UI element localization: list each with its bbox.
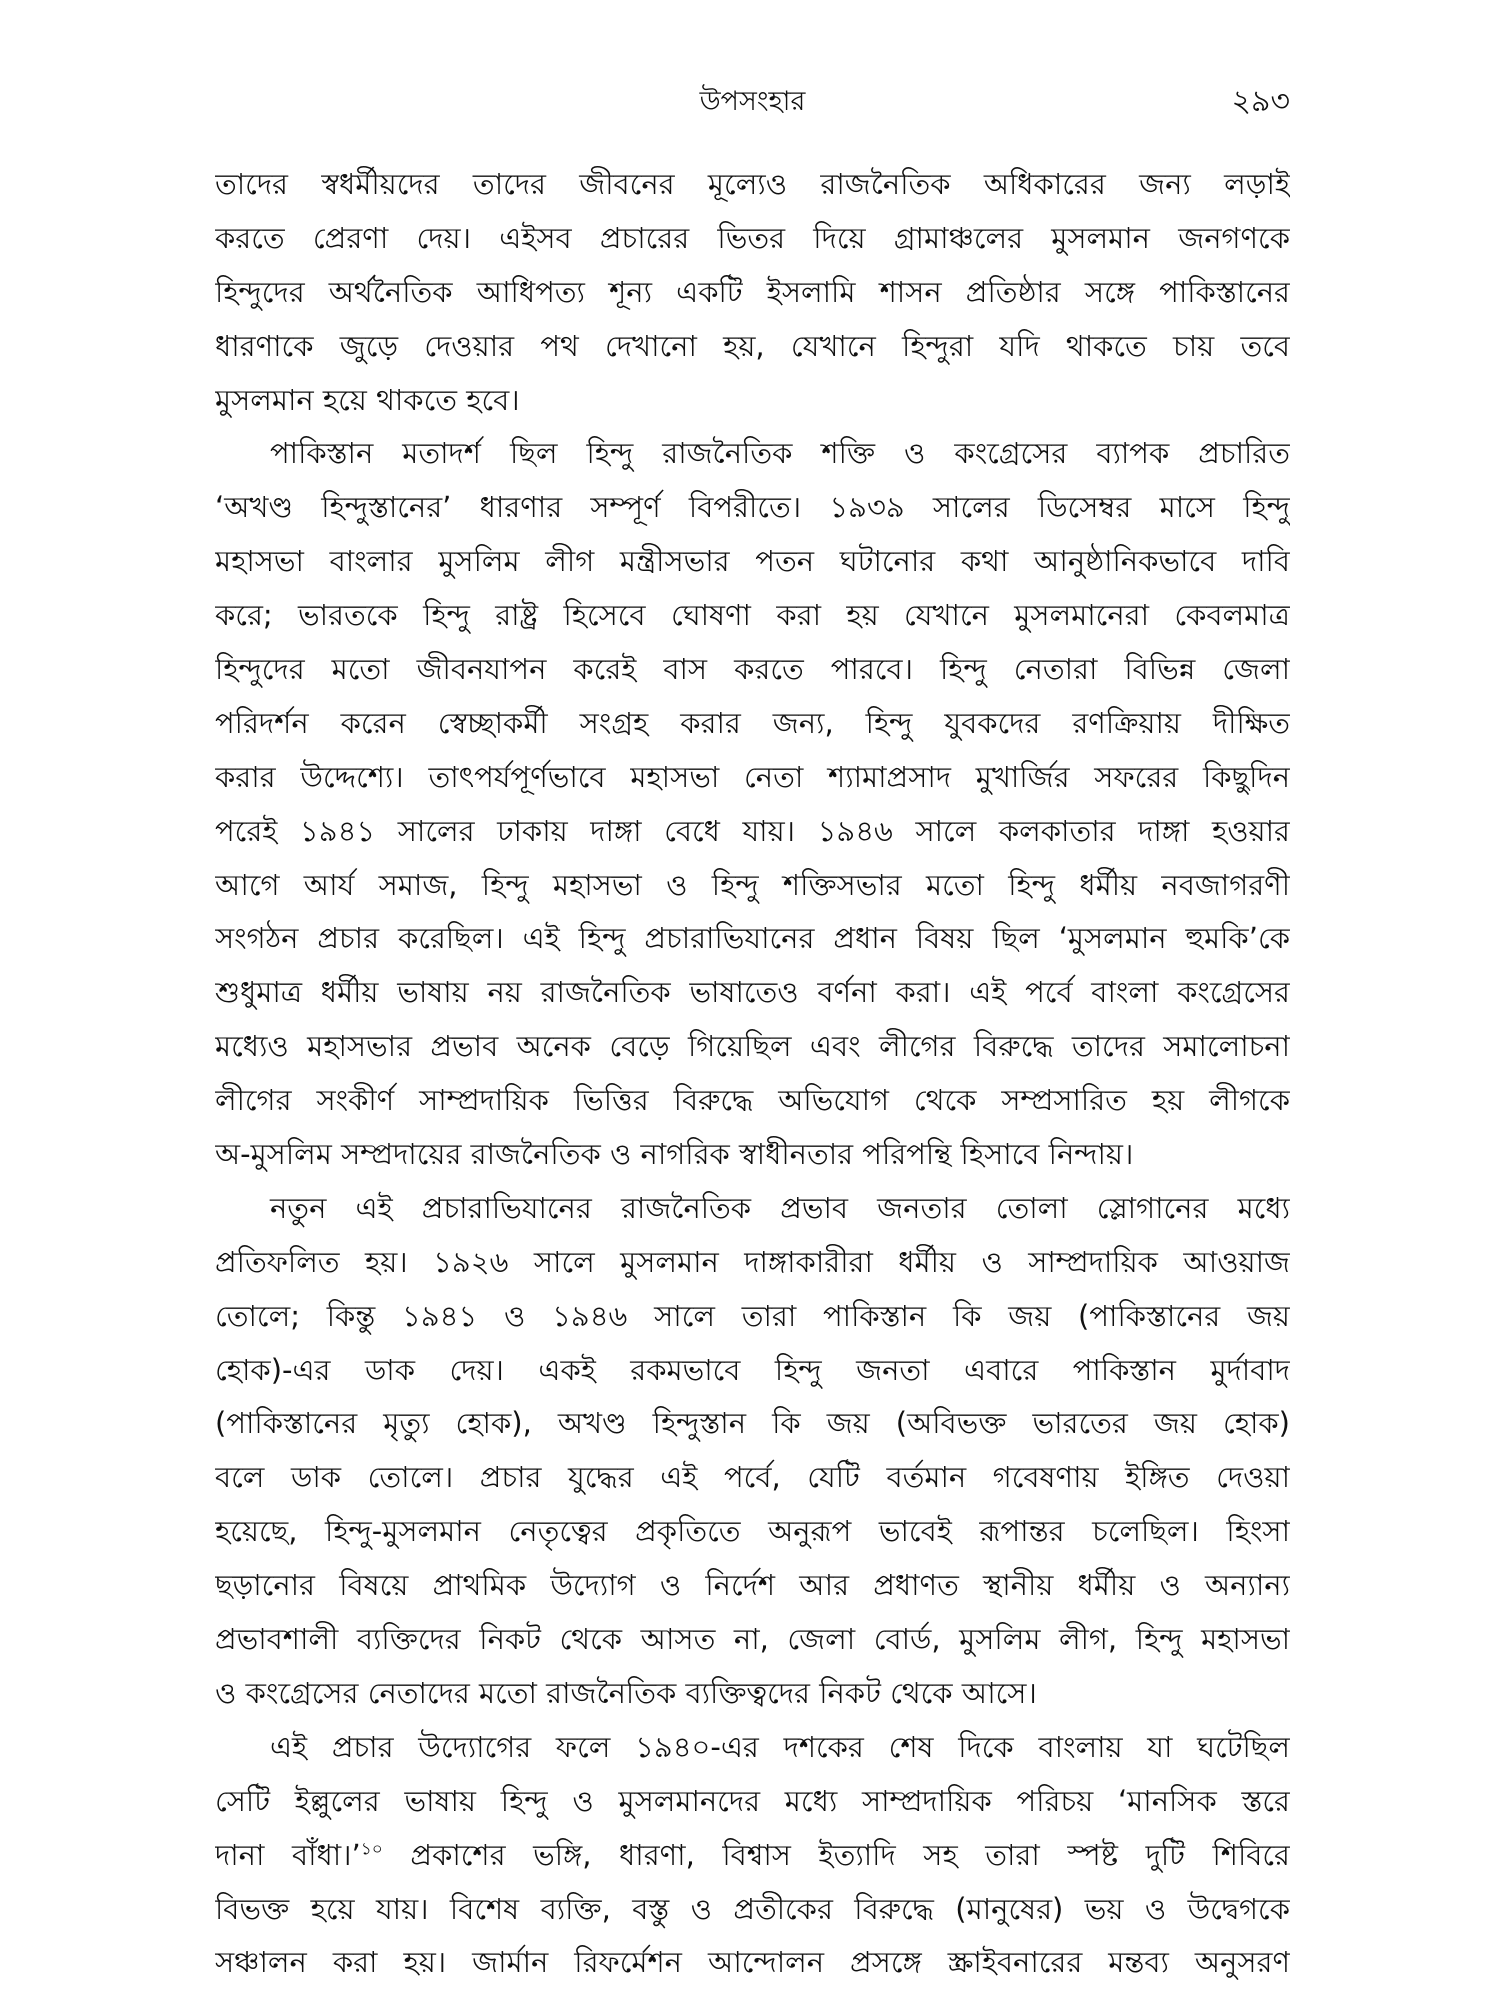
text-line: বিভক্ত হয়ে যায়। বিশেষ ব্যক্তি, বস্তু ও প্রতীকের বিরুদ্ধে (মানুষের) ভয় ও উদ্বেগকে xyxy=(215,1891,1290,1926)
text-line: তাদের স্বধর্মীয়দের তাদের জীবনের মূল্যেও রাজনৈতিক অধিকারের জন্য লড়াই xyxy=(215,167,1290,201)
text-line: ও কংগ্রেসের নেতাদের মতো রাজনৈতিক ব্যক্তিত্বদের নিকট থেকে আসে। xyxy=(215,1675,1037,1710)
running-head xyxy=(215,82,1290,122)
text-line: বলে ডাক তোলে। প্রচার যুদ্ধের এই পর্বে, যেটি বর্তমান গবেষণায় ইঙ্গিত দেওয়া xyxy=(215,1460,1290,1495)
text-line: সংগঠন প্রচার করেছিল। এই হিন্দু প্রচারাভিযানের প্রধান বিষয় ছিল ‘মুসলমান হুমকি’কে xyxy=(215,921,1290,956)
line-segment: দানা বাঁধা।’ xyxy=(215,1837,361,1872)
text-line: করে; ভারতকে হিন্দু রাষ্ট্র হিসেবে ঘোষণা করা হয় যেখানে মুসলমানেরা কেবলমাত্র xyxy=(215,598,1290,633)
text-line: প্রভাবশালী ব্যক্তিদের নিকট থেকে আসত না, জেলা বোর্ড, মুসলিম লীগ, হিন্দু মহাসভা xyxy=(215,1622,1290,1657)
footnote-marker: ১০ xyxy=(360,1838,383,1859)
text-line: মধ্যেও মহাসভার প্রভাব অনেক বেড়ে গিয়েছিল এবং লীগের বিরুদ্ধে তাদের সমালোচনা xyxy=(215,1029,1290,1064)
text-line: তোলে; কিন্তু ১৯৪১ ও ১৯৪৬ সালে তারা পাকিস্তান কি জয় (পাকিস্তানের জয় xyxy=(215,1298,1290,1333)
text-line: পাকিস্তান মতাদর্শ ছিল হিন্দু রাজনৈতিক শক্তি ও কংগ্রেসের ব্যাপক প্রচারিত xyxy=(270,436,1290,471)
text-line: মহাসভা বাংলার মুসলিম লীগ মন্ত্রীসভার পতন ঘটানোর কথা আনুষ্ঠানিকভাবে দাবি xyxy=(215,544,1290,579)
body-text xyxy=(215,158,1290,1990)
text-line: পরিদর্শন করেন স্বেচ্ছাকর্মী সংগ্রহ করার জন্য, হিন্দু যুবকদের রণক্রিয়ায় দীক্ষিত xyxy=(215,705,1290,740)
text-line: এই প্রচার উদ্যোগের ফলে ১৯৪০-এর দশকের শেষ দিকে বাংলায় যা ঘটেছিল xyxy=(270,1729,1290,1764)
text-line: করতে প্রেরণা দেয়। এইসব প্রচারের ভিতর দিয়ে গ্রামাঞ্চলের মুসলমান জনগণকে xyxy=(215,220,1290,255)
text-line: পরেই ১৯৪১ সালের ঢাকায় দাঙ্গা বেধে যায়। ১৯৪৬ সালে কলকাতার দাঙ্গা হওয়ার xyxy=(215,813,1290,848)
text-line: ধারণাকে জুড়ে দেওয়ার পথ দেখানো হয়, যেখানে হিন্দুরা যদি থাকতে চায় তবে xyxy=(215,328,1290,363)
text-line: (পাকিস্তানের মৃত্যু হোক), অখণ্ড হিন্দুস্তান কি জয় (অবিভক্ত ভারতের জয় হোক) xyxy=(215,1406,1290,1441)
text-line: ‘অখণ্ড হিন্দুস্তানের’ ধারণার সম্পূর্ণ বিপরীতে। ১৯৩৯ সালের ডিসেম্বর মাসে হিন্দু xyxy=(215,490,1290,525)
chapter-title: উপসংহার xyxy=(699,86,806,117)
text-line: আগে আর্য সমাজ, হিন্দু মহাসভা ও হিন্দু শক্তিসভার মতো হিন্দু ধর্মীয় নবজাগরণী xyxy=(215,867,1290,902)
text-line: হিন্দুদের মতো জীবনযাপন করেই বাস করতে পারবে। হিন্দু নেতারা বিভিন্ন জেলা xyxy=(215,652,1290,687)
text-line: সঞ্চালন করা হয়। জার্মান রিফর্মেশন আন্দোলন প্রসঙ্গে স্ক্রাইবনারের মন্তব্য অনুসরণ xyxy=(215,1945,1290,1980)
text-line: প্রতিফলিত হয়। ১৯২৬ সালে মুসলমান দাঙ্গাকারীরা ধর্মীয় ও সাম্প্রদায়িক আওয়াজ xyxy=(215,1244,1290,1279)
text-line: হিন্দুদের অর্থনৈতিক আধিপত্য শূন্য একটি ইসলামি শাসন প্রতিষ্ঠার সঙ্গে পাকিস্তানের xyxy=(215,274,1290,309)
text-line: নতুন এই প্রচারাভিযানের রাজনৈতিক প্রভাব জনতার তোলা স্লোগানের মধ্যে xyxy=(270,1190,1290,1225)
text-line: হোক)-এর ডাক দেয়। একই রকমভাবে হিন্দু জনতা এবারে পাকিস্তান মুর্দাবাদ xyxy=(215,1352,1290,1387)
text-line-with-footnote xyxy=(215,1829,1290,1883)
text-line: করার উদ্দেশ্যে। তাৎপর্যপূর্ণভাবে মহাসভা নেতা শ্যামাপ্রসাদ মুখার্জির সফরের কিছুদিন xyxy=(215,759,1290,794)
line-segment: প্রকাশের ভঙ্গি, ধারণা, বিশ্বাস ইত্যাদি সহ তারা স্পষ্ট দুটি শিবিরে xyxy=(410,1837,1290,1872)
text-line: মুসলমান হয়ে থাকতে হবে। xyxy=(215,382,520,417)
text-line: ছড়ানোর বিষয়ে প্রাথমিক উদ্যোগ ও নির্দেশ আর প্রধাণত স্থানীয় ধর্মীয় ও অন্যান্য xyxy=(215,1568,1290,1603)
text-line: অ-মুসলিম সম্প্রদায়ের রাজনৈতিক ও নাগরিক স্বাধীনতার পরিপন্থি হিসাবে নিন্দায়। xyxy=(215,1137,1134,1172)
text-line: শুধুমাত্র ধর্মীয় ভাষায় নয় রাজনৈতিক ভাষাতেও বর্ণনা করা। এই পর্বে বাংলা কংগ্রেসের xyxy=(215,975,1290,1010)
text-line: লীগের সংকীর্ণ সাম্প্রদায়িক ভিত্তির বিরুদ্ধে অভিযোগ থেকে সম্প্রসারিত হয় লীগকে xyxy=(215,1083,1290,1118)
text-line: সেটি ইল্লুলের ভাষায় হিন্দু ও মুসলমানদের মধ্যে সাম্প্রদায়িক পরিচয় ‘মানসিক স্তরে xyxy=(215,1783,1290,1818)
page-number: ২৯৩ xyxy=(1231,84,1290,119)
text-line: হয়েছে, হিন্দু-মুসলমান নেতৃত্বের প্রকৃতিতে অনুরূপ ভাবেই রূপান্তর চলেছিল। হিংসা xyxy=(215,1514,1290,1549)
